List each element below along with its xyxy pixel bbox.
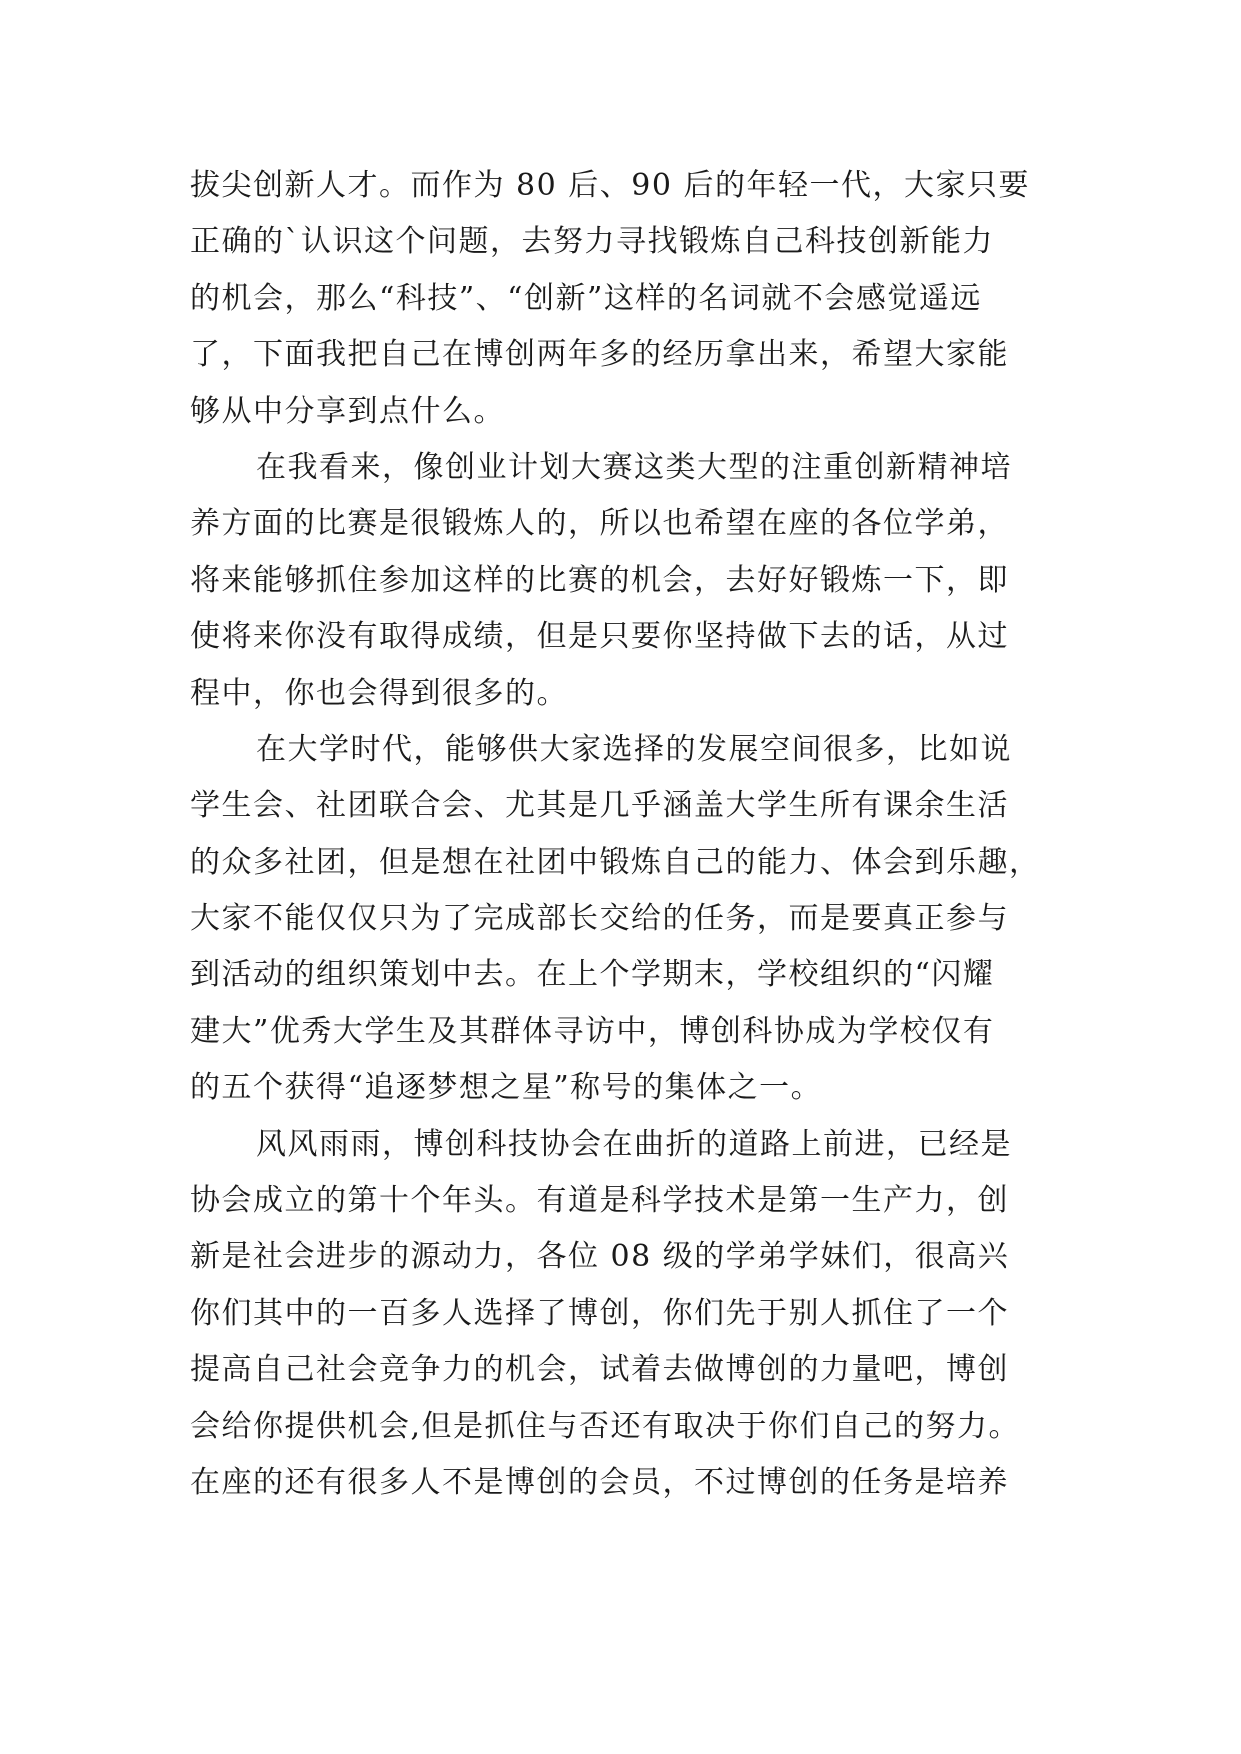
text-line: 到活动的组织策划中去。在上个学期末，学校组织的“闪耀	[190, 957, 995, 993]
text-line: 的众多社团，但是想在社团中锻炼自己的能力、体会到乐趣，	[190, 844, 1041, 880]
paragraph-start-line: 在我看来，像创业计划大赛这类大型的注重创新精神培	[256, 449, 1012, 485]
text-line: 程中，你也会得到很多的。	[190, 675, 568, 711]
text-line: 会给你提供机会,但是抓住与否还有取决于你们自己的努力。	[190, 1408, 1021, 1444]
body-text	[190, 158, 1052, 1511]
text-line: 将来能够抓住参加这样的比赛的机会，去好好锻炼一下，即	[190, 562, 1009, 598]
text-line: 你们其中的一百多人选择了博创，你们先于别人抓住了一个	[190, 1295, 1009, 1331]
text-line: 使将来你没有取得成绩，但是只要你坚持做下去的话，从过	[190, 619, 1009, 655]
text-line: 建大”优秀大学生及其群体寻访中，博创科协成为学校仅有	[190, 1013, 995, 1049]
text-line: 新是社会进步的源动力，各位 08 级的学弟学妹们，很高兴	[190, 1239, 1010, 1275]
text-line: 够从中分享到点什么。	[190, 393, 505, 429]
text-line: 协会成立的第十个年头。有道是科学技术是第一生产力，创	[190, 1183, 1009, 1219]
text-line: 提高自己社会竞争力的机会，试着去做博创的力量吧，博创	[190, 1352, 1009, 1388]
text-line: 的机会，那么“科技”、“创新”这样的名词就不会感觉遥远	[190, 280, 982, 316]
text-line: 在座的还有很多人不是博创的会员，不过博创的任务是培养	[190, 1464, 1009, 1500]
text-line: 的五个获得“追逐梦想之星”称号的集体之一。	[190, 1070, 823, 1106]
paragraph-start-line: 风风雨雨，博创科技协会在曲折的道路上前进，已经是	[256, 1126, 1012, 1162]
text-line: 养方面的比赛是很锻炼人的，所以也希望在座的各位学弟，	[190, 506, 1009, 542]
text-line: 正确的`认识这个问题，去努力寻找锻炼自己科技创新能力	[190, 224, 994, 260]
text-line: 拔尖创新人才。而作为 80 后、90 后的年轻一代，大家只要	[190, 168, 1030, 203]
text-line: 大家不能仅仅只为了完成部长交给的任务，而是要真正参与	[190, 901, 1009, 937]
paragraph-start-line: 在大学时代，能够供大家选择的发展空间很多，比如说	[256, 731, 1012, 767]
text-line: 了，下面我把自己在博创两年多的经历拿出来，希望大家能	[190, 337, 1009, 373]
text-line: 学生会、社团联合会、尤其是几乎涵盖大学生所有课余生活	[190, 788, 1009, 824]
